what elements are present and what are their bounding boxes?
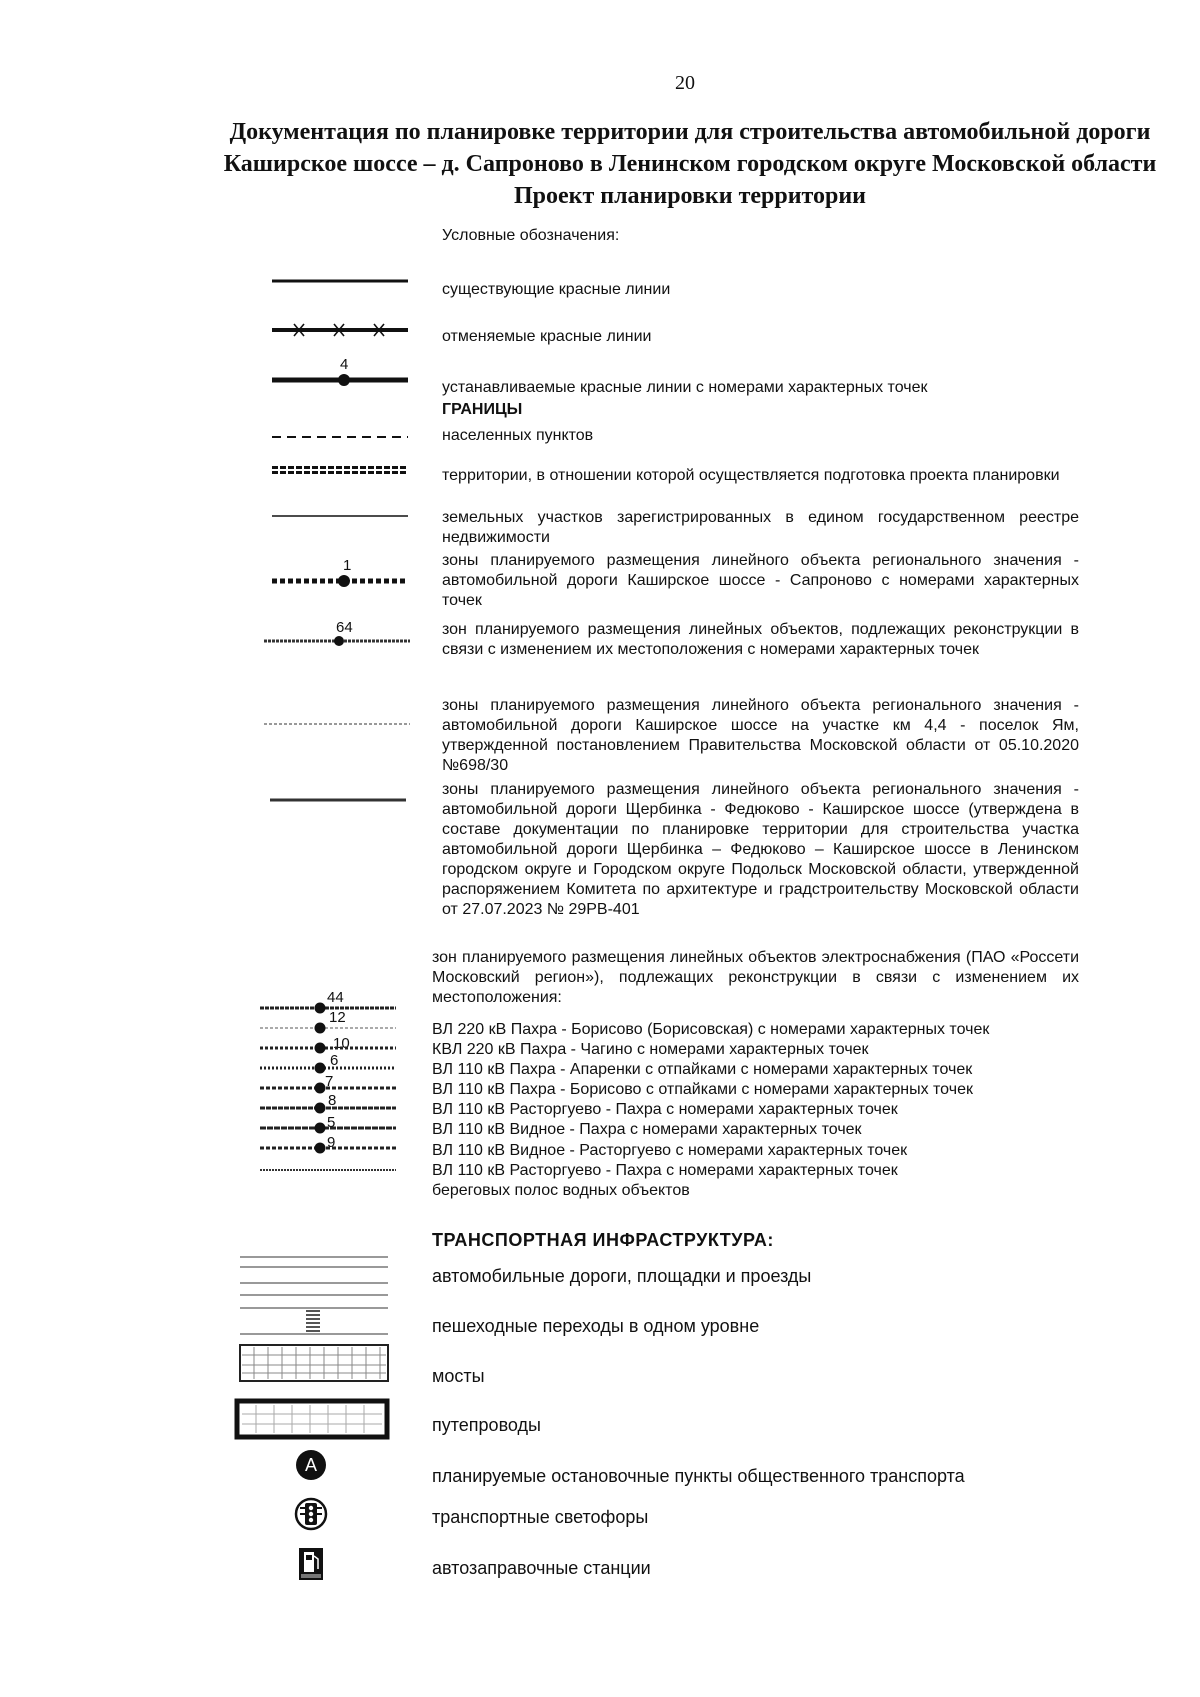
power-line-symbol-8 xyxy=(260,1143,396,1154)
shore-strips-label: береговых полос водных объектов xyxy=(432,1182,690,1199)
gas-station-icon xyxy=(298,1547,324,1581)
gas-stations-label: автозаправочные станции xyxy=(432,1558,651,1578)
power-lines-symbols xyxy=(258,1000,398,1190)
power-line-symbol-6 xyxy=(260,1103,396,1114)
power-line-label-2: КВЛ 220 кВ Пахра - Чагино с номерами характерных точек xyxy=(432,1041,869,1058)
power-line-label-7: ВЛ 110 кВ Видное - Расторгуево с номерами характерных точек xyxy=(432,1142,908,1159)
existing-red-lines-label: существующие красные линии xyxy=(442,281,671,298)
power-line-label-8: ВЛ 110 кВ Расторгуево - Пахра с номерами характерных точек xyxy=(432,1162,898,1179)
bus-stop-letter: А xyxy=(304,1455,317,1475)
pedestrian-crossings-label: пешеходные переходы в одном уровне xyxy=(432,1316,760,1336)
title-line-3: Проект планировки территории xyxy=(513,183,867,209)
bridges-label: мосты xyxy=(432,1366,485,1386)
cancelled-red-lines-label: отменяемые красные линии xyxy=(442,328,652,345)
roads-label: автомобильные дороги, площадки и проезды xyxy=(432,1266,812,1286)
planning-territory-label: территории, в отношении которой осуществляется подготовка проекта планировки xyxy=(442,467,1060,484)
power-line-label-4: ВЛ 110 кВ Пахра - Борисово с отпайками с номерами характерных точек xyxy=(432,1081,973,1098)
zone-scherbinka-symbol xyxy=(268,797,408,803)
power-line-number-10: 10 xyxy=(333,1035,350,1052)
roads-symbol xyxy=(238,1253,390,1299)
settlements-boundary-symbol xyxy=(270,433,410,441)
power-line-symbol-2 xyxy=(260,1023,396,1034)
zone-linear-object-label: зоны планируемого размещения линейного объекта регионального значения - автомобильной дороги Каширское шоссе - Сапроново с номерами характерных точек xyxy=(442,552,1079,609)
power-line-number-44: 44 xyxy=(327,989,344,1006)
overpass-symbol xyxy=(234,1398,390,1440)
power-line-label-1: ВЛ 220 кВ Пахра - Борисово (Борисовская) с номерами характерных точек xyxy=(432,1021,990,1038)
power-line-symbol-5 xyxy=(260,1083,396,1094)
power-line-number-12: 12 xyxy=(329,1009,346,1026)
zone-reconstruction-label: зон планируемого размещения линейных объектов, подлежащих реконструкции в связи с изменением их местоположения с номерами характерных точек xyxy=(442,621,1079,658)
power-line-symbol-1 xyxy=(260,1003,396,1014)
zone-km44-symbol xyxy=(262,721,412,727)
bus-stops-label: планируемые остановочные пункты общественного транспорта xyxy=(432,1466,965,1486)
zone-reconstruction-number: 64 xyxy=(336,619,353,636)
land-plots-symbol xyxy=(270,513,410,519)
established-red-lines-label: устанавливаемые красные линии с номерами характерных точек xyxy=(442,379,928,396)
traffic-light-icon xyxy=(294,1497,328,1531)
boundaries-heading: ГРАНИЦЫ xyxy=(442,401,523,418)
power-line-number-9: 9 xyxy=(327,1134,336,1151)
zone-km44-label: зоны планируемого размещения линейного объекта регионального значения - автомобильной дороги Каширское шоссе на участке км 4,4 - поселок Ям, утвержденной постановлением Правительства Московской области от 05.10.2020 №698/30 xyxy=(442,697,1079,774)
pedestrian-crossing-symbol xyxy=(238,1306,390,1336)
power-line-label-6: ВЛ 110 кВ Видное - Пахра с номерами характерных точек xyxy=(432,1121,862,1138)
power-line-number-7: 7 xyxy=(325,1073,334,1090)
zone-power-label: зон планируемого размещения линейных объектов электроснабжения (ПАО «Россети Московский регион»), подлежащих реконструкции в связи с изменением их местоположения: xyxy=(432,949,1079,1006)
bridge-symbol xyxy=(238,1343,390,1383)
power-line-label-5: ВЛ 110 кВ Расторгуево - Пахра с номерами характерных точек xyxy=(432,1101,898,1118)
title-line-1: Документация по планировке территории для строительства автомобильной дороги xyxy=(229,119,1151,145)
transport-heading: ТРАНСПОРТНАЯ ИНФРАСТРУКТУРА: xyxy=(432,1230,774,1250)
legend-heading: Условные обозначения: xyxy=(442,227,620,244)
overpasses-label: путепроводы xyxy=(432,1415,541,1435)
document-title xyxy=(150,116,1200,212)
cancelled-red-line-symbol xyxy=(270,322,410,338)
established-red-line-symbol xyxy=(270,372,410,388)
bus-stop-icon xyxy=(296,1450,326,1480)
zone-linear-object-number: 1 xyxy=(343,557,352,574)
planning-territory-symbol xyxy=(270,464,410,476)
established-point-number: 4 xyxy=(340,356,349,373)
land-plots-label: земельных участков зарегистрированных в едином государственном реестре недвижимости xyxy=(442,509,1079,546)
power-line-number-5: 5 xyxy=(327,1114,336,1131)
zone-scherbinka-label: зоны планируемого размещения линейного объекта регионального значения - автомобильной дороги Щербинка - Федюково - Каширское шоссе (утверждена в составе документации по планировке территории для строительства участка автомобильной дороги Щербинка – Федюково – Каширское шоссе в Ленинском городском округе и Городском округе Подольск Московской области, утвержденной распоряжением Комитета по архитектуре и градстроительству Московской области от 27.07.2023 № 29РВ-401 xyxy=(442,781,1079,918)
settlements-label: населенных пунктов xyxy=(442,427,594,444)
existing-red-line-symbol xyxy=(270,276,410,286)
power-line-symbol-4 xyxy=(260,1063,396,1074)
traffic-lights-label: транспортные светофоры xyxy=(432,1507,649,1527)
page-number: 20 xyxy=(675,72,695,94)
power-line-symbol-3 xyxy=(260,1043,396,1054)
power-line-symbol-7 xyxy=(260,1123,396,1134)
zone-reconstruction-symbol xyxy=(262,634,412,648)
title-line-2: Каширское шоссе – д. Сапроново в Ленинском городском округе Московской области xyxy=(223,151,1157,177)
power-line-number-6: 6 xyxy=(330,1052,339,1069)
power-line-number-8: 8 xyxy=(328,1092,337,1109)
power-line-label-3: ВЛ 110 кВ Пахра - Апаренки с отпайками с номерами характерных точек xyxy=(432,1061,973,1078)
zone-linear-object-symbol xyxy=(270,573,410,589)
